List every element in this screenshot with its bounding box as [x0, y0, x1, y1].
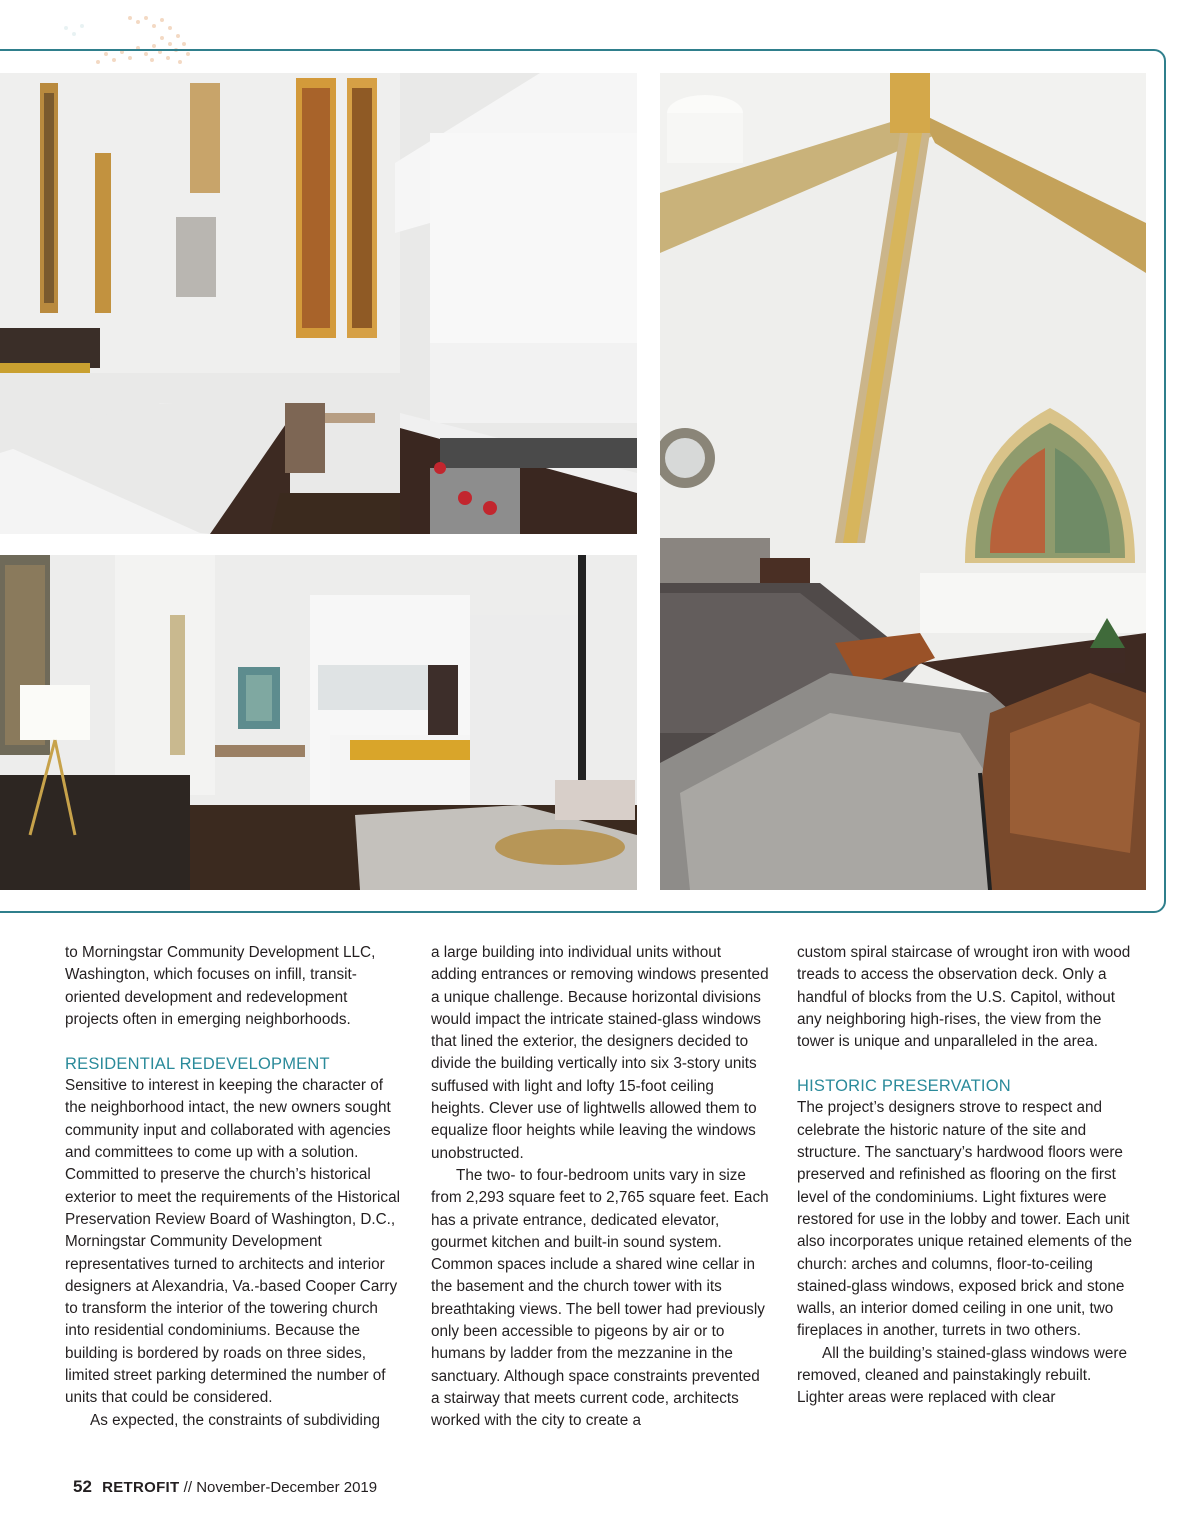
footer-separator: // [183, 1479, 193, 1496]
page-number: 52 [73, 1477, 92, 1496]
issue-date: November-December 2019 [196, 1479, 378, 1496]
paragraph: The project’s designers strove to respect and celebrate the historic nature of the site and structure. The sanctuary’s hardwood floors were preserved and refinished as flooring on the first level of the condominiums. Light fixtures were restored for use in the lobby and tower. Each unit also incorporates unique retained elements of the church: arches and columns, floor-to-ceiling stained-glass windows, exposed brick and stone walls, an interior domed ceiling in one unit, two fireplaces in another, turrets in two others. [797, 1099, 1133, 1340]
magazine-name: RETROFIT [102, 1479, 180, 1496]
page-footer [73, 1477, 377, 1497]
paragraph: custom spiral staircase of wrought iron with wood treads to access the observation deck. Only a handful of blocks from the U.S. Capitol, without any neighboring high-rises, the view from the tower is unique and unparalleled in the area. [797, 944, 1131, 1051]
text-column-2 [431, 942, 771, 1433]
living-room-photo [0, 555, 637, 890]
section-heading-residential-redevelopment: RESIDENTIAL REDEVELOPMENT [65, 1055, 330, 1074]
paragraph: As expected, the constraints of subdividing [90, 1411, 380, 1429]
section-heading-historic-preservation: HISTORIC PRESERVATION [797, 1077, 1011, 1096]
kitchen-photo [0, 73, 637, 534]
paragraph: The two- to four-bedroom units vary in size from 2,293 square feet to 2,765 square feet. Each has a private entrance, dedicated elevator, gourmet kitchen and built-in sound system. Common spaces include a shared wine cellar in the basement and the church tower with its breathtaking views. The bell tower had previously only been accessible to pigeons by air or to humans by ladder from the mezzanine in the sanctuary. Although space constraints prevented a stairway that meets current code, architects worked with the city to create a [431, 1166, 769, 1430]
bedroom-photo [660, 73, 1146, 890]
paragraph: Sensitive to interest in keeping the character of the neighborhood intact, the new owners sought community input and collaborated with agencies and committees to come up with a solution. Committed to preserve the church’s historical exterior to meet the requirements of the Historical Preservation Review Board of Washington, D.C., Morningstar Community Development representatives turned to architects and interior designers at Alexandria, Va.-based Cooper Carry to transform the interior of the towering church into residential condominiums. Because the building is bordered by roads on three sides, limited street parking determined the number of units that could be considered. [65, 1077, 400, 1407]
paragraph: All the building’s stained-glass windows were removed, cleaned and painstakingly rebuilt. Lighter areas were replaced with clear [797, 1344, 1127, 1407]
paragraph: to Morningstar Community Development LLC, Washington, which focuses on infill, transit-oriented development and redevelopment projects often in emerging neighborhoods. [65, 944, 376, 1028]
text-column-3 [797, 942, 1137, 1410]
text-column-1 [65, 942, 405, 1432]
paragraph: a large building into individual units without adding entrances or removing windows presented a unique challenge. Because horizontal divisions would impact the intricate stained-glass windows that lined the exterior, the designers decided to divide the building vertically into six 3-story units suffused with light and lofty 15-foot ceiling heights. Clever use of lightwells allowed them to equalize floor heights while leaving the windows unobstructed. [431, 944, 769, 1162]
